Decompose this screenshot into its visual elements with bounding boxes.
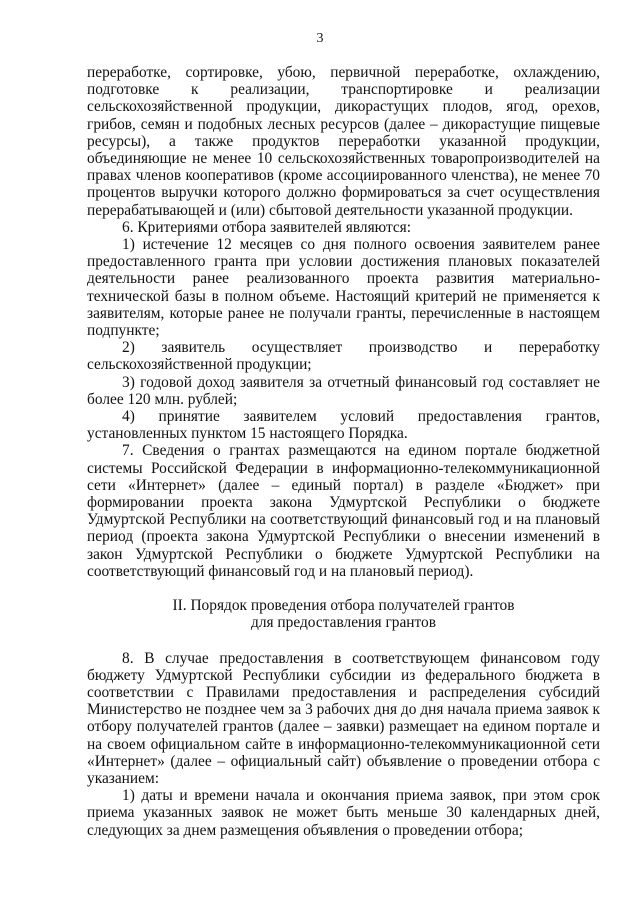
paragraph-subitem-1: 1) даты и времени начала и окончания приема заявок, при этом срок приема указанных заявок не может быть меньше 30 календарных дней, следующих за днем размещения объявления о проведении отбора; [87,787,600,839]
document-body [87,64,600,839]
paragraph-item-8: 8. В случае предоставления в соответствующем финансовом году бюджету Удмуртской Республики субсидии из федерального бюджета в соответствии с Правилами предоставления и распределения субсидий Министерство не позднее чем за 3 рабочих дня до дня начала приема заявок к отбору получателей грантов (далее – заявки) размещает на едином портале и на своем официальном сайте в информационно-телекоммуникационной сети «Интернет» (далее – официальный сайт) объявление о проведении отбора с указанием: [87,649,600,787]
paragraph-item-7: 7. Сведения о грантах размещаются на едином портале бюджетной системы Российской Федерации в информационно-телекоммуникационной сети «Интернет» (далее – единый портал) в разделе «Бюджет» при формировании проекта закона Удмуртской Республики о бюджете Удмуртской Республики на соответствующий финансовый год и на плановый период (проекта закона Удмуртской Республики о внесении изменений в закон Удмуртской Республики о бюджете Удмуртской Республики на соответствующий финансовый год и на плановый период). [87,442,600,580]
spacer [87,632,600,650]
section-heading-line-2: для предоставления грантов [250,614,437,632]
paragraph-criterion-4: 4) принятие заявителем условий предоставления грантов, установленных пунктом 15 настоящего Порядка. [87,408,600,443]
paragraph-item-6: 6. Критериями отбора заявителей являются: [122,218,412,236]
section-heading-line-1: II. Порядок проведения отбора получателей грантов [172,597,515,615]
spacer [87,580,600,597]
page-number: 3 [316,31,324,46]
paragraph-continuation: переработке, сортировке, убою, первичной переработке, охлаждению, подготовке к реализации, транспортировке и реализации сельскохозяйственной продукции, дикорастущих плодов, ягод, орехов, грибов, семян и подобных лесных ресурсов (далее – дикорастущие пищевые ресурсы), а также продуктов переработки указанной продукции, объединяющие не менее 10 сельскохозяйственных товаропроизводителей на правах членов кооперативов (кроме ассоциированного членства), не менее 70 процентов выручки которого должно формироваться за счет осуществления перерабатывающей и (или) сбытовой деятельности указанной продукции. [87,64,600,219]
paragraph-criterion-3: 3) годовой доход заявителя за отчетный финансовый год составляет не более 120 млн. рублей; [87,373,600,408]
paragraph-criterion-2: 2) заявитель осуществляет производство и переработку сельскохозяйственной продукции; [87,339,600,374]
paragraph-criterion-1: 1) истечение 12 месяцев со дня полного освоения заявителем ранее предоставленного гранта при условии достижения плановых показателей деятельности ранее реализованного проекта развития материально-технической базы в полном объеме. Настоящий критерий не применяется к заявителям, которые ранее не получали гранты, перечисленные в настоящем подпункте; [87,236,600,340]
